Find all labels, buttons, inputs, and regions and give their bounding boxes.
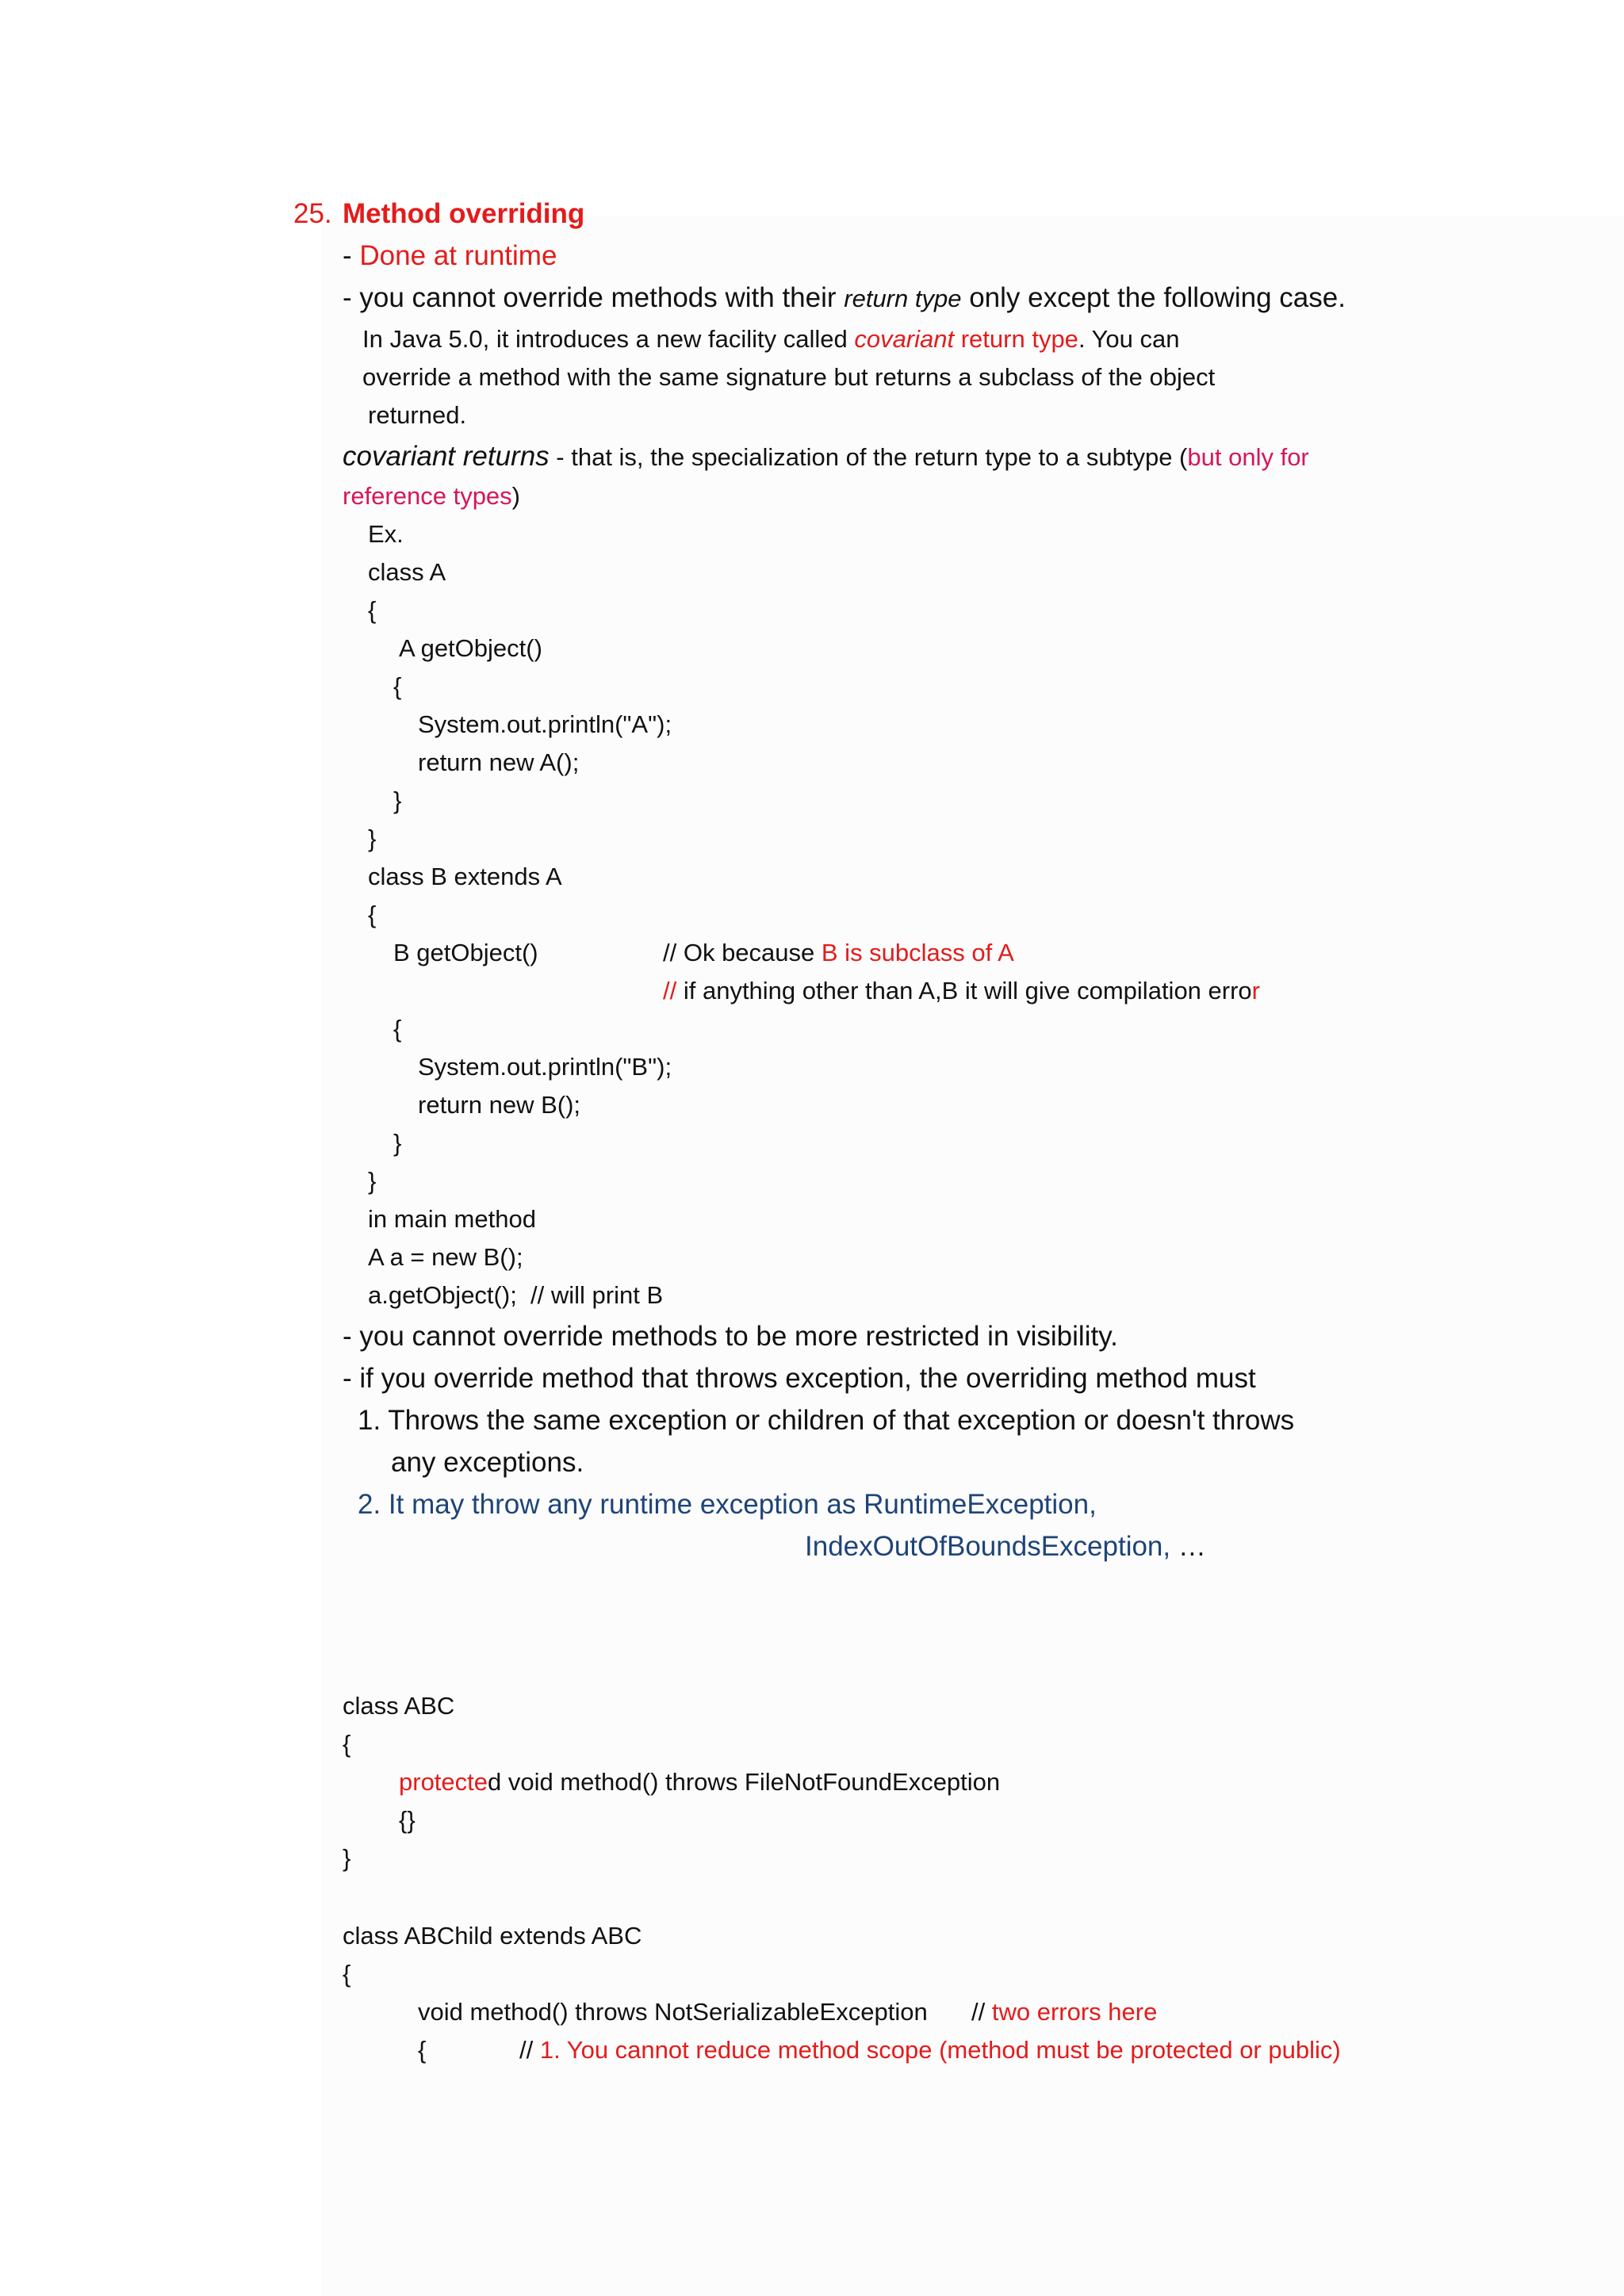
code-class-abc: class ABC	[343, 1692, 455, 1720]
rule-visibility: - you cannot override methods to be more restricted in visibility.	[343, 1321, 1118, 1352]
code-method-child: void method() throws NotSerializableException	[418, 1998, 928, 2026]
code-open-brace: {	[343, 1730, 351, 1758]
comment-ok: // Ok because B is subclass of A	[663, 939, 1014, 966]
code-line: System.out.println("B");	[418, 1053, 672, 1081]
comment-two-errors: // two errors here	[971, 1998, 1158, 2026]
code-line: }	[393, 786, 402, 814]
section-number: 25.	[293, 198, 332, 229]
code-line: {	[393, 1015, 402, 1043]
java5-line-3: returned.	[368, 401, 467, 429]
code-line: }	[368, 825, 377, 852]
code-brace: {	[418, 2036, 427, 2064]
bullet-return-type: - you cannot override methods with their return type only except the following case.	[343, 282, 1346, 313]
code-class-child: class ABChild extends ABC	[343, 1922, 642, 1950]
comment-scope-error: // 1. You cannot reduce method scope (method must be protected or public)	[519, 2036, 1341, 2064]
rule-item-2-line-2: IndexOutOfBoundsException, …	[805, 1531, 1206, 1562]
code-line: a.getObject(); // will print B	[368, 1281, 664, 1309]
java5-line-2: override a method with the same signature but returns a subclass of the object	[362, 363, 1216, 391]
code-line: Ex.	[368, 520, 404, 548]
code-line: {	[368, 596, 377, 624]
rule-item-1-line-2: any exceptions.	[391, 1447, 584, 1478]
code-line: class A	[368, 558, 446, 586]
java5-line-1: In Java 5.0, it introduces a new facility called covariant return type. You can	[362, 325, 1180, 353]
rule-item-2-line-1: 2. It may throw any runtime exception as RuntimeException,	[358, 1489, 1097, 1520]
code-line: B getObject()	[393, 939, 538, 966]
covariant-line-1: covariant returns - that is, the specialization of the return type to a subtype (but only for	[343, 441, 1309, 472]
code-line: {	[393, 672, 402, 700]
code-close-brace: }	[343, 1844, 351, 1872]
code-line: return new B();	[418, 1091, 581, 1119]
code-line: class B extends A	[368, 863, 562, 890]
rule-throws: - if you override method that throws exception, the overriding method must	[343, 1363, 1256, 1394]
code-line: A a = new B();	[368, 1243, 523, 1271]
code-open-brace: {	[343, 1960, 351, 1988]
code-empty-braces: {}	[399, 1806, 416, 1834]
code-line: in main method	[368, 1205, 536, 1233]
code-line: return new A();	[418, 748, 580, 776]
code-line: {	[368, 901, 377, 928]
section-title: Method overriding	[343, 198, 585, 229]
code-line: }	[393, 1129, 402, 1157]
covariant-line-2: reference types)	[343, 482, 520, 510]
code-line: A getObject()	[399, 634, 542, 662]
code-line: System.out.println("A");	[418, 710, 672, 738]
code-line: }	[368, 1167, 377, 1195]
comment-error: // if anything other than A,B it will give compilation error	[663, 977, 1260, 1004]
bullet-runtime: - Done at runtime	[343, 240, 557, 271]
rule-item-1-line-1: 1. Throws the same exception or children of that exception or doesn't throws	[358, 1405, 1295, 1436]
code-method-abc: protected void method() throws FileNotFoundException	[399, 1768, 1001, 1796]
